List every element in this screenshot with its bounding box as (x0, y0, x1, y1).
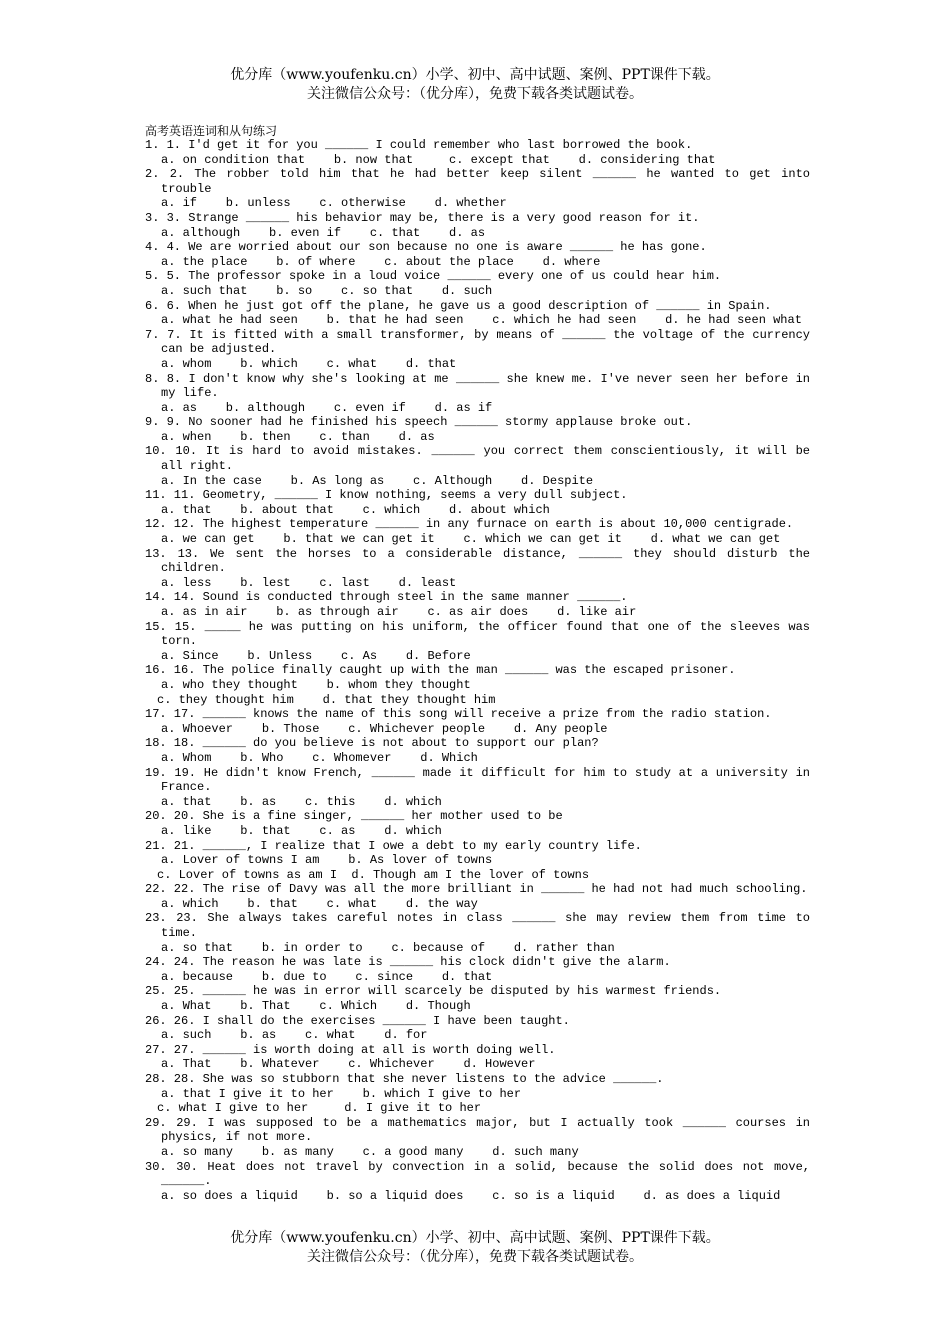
worksheet (145, 123, 810, 1203)
question-item (145, 415, 810, 444)
question-stem: 13. 13. We sent the horses to a considerable distance, ______ they should disturb the children. (145, 546, 810, 576)
answer-options: a. That b. Whatever c. Whichever d. However (161, 1057, 536, 1072)
question-item (145, 955, 810, 984)
question-item (145, 488, 810, 517)
answer-options: a. so that b. in order to c. because of d. rather than (161, 940, 615, 955)
answer-options: a. which b. that c. what d. the way (161, 896, 478, 911)
question-stem: 19. 19. He didn't know French, ______ made it difficult for him to study at a university in France. (145, 765, 810, 795)
question-item (145, 138, 810, 167)
answer-options: a. as b. although c. even if d. as if (161, 400, 493, 415)
answer-options: a. What b. That c. Which d. Though (161, 999, 471, 1014)
answer-options: a. In the case b. As long as c. Although d. Despite (161, 473, 594, 488)
question-stem: 1. 1. I'd get it for you ______ I could remember who last borrowed the book. (145, 138, 693, 152)
question-item (145, 1043, 810, 1072)
answer-options: a. the place b. of where c. about the place d. where (161, 254, 601, 269)
answer-options: a. whom b. which c. what d. that (161, 356, 457, 371)
answer-options: a. that b. as c. this d. which (161, 794, 442, 809)
answer-options: a. if b. unless c. otherwise d. whether (161, 196, 507, 211)
answer-options: a. because b. due to c. since d. that (161, 969, 493, 984)
question-stem: 15. 15. _____ he was putting on his uniform, the officer found that one of the sleeves was torn. (145, 619, 810, 649)
question-item (145, 328, 810, 372)
question-stem: 23. 23. She always takes careful notes in class ______ she may review them from time to time. (145, 911, 810, 941)
question-stem: 5. 5. The professor spoke in a loud voice ______ every one of us could hear him. (145, 269, 722, 284)
question-item (145, 1072, 810, 1116)
question-item (145, 882, 810, 911)
question-item (145, 444, 810, 488)
question-item (145, 984, 810, 1013)
answer-options: a. such that b. so c. so that d. such (161, 283, 493, 298)
question-item (145, 766, 810, 810)
answer-options: a. like b. that c. as d. which (161, 823, 442, 838)
question-stem: 6. 6. When he just got off the plane, he gave us a good description of ______ in Spain. (145, 298, 772, 313)
question-item (145, 517, 810, 546)
question-item (145, 590, 810, 619)
question-stem: 28. 28. She was so stubborn that she never listens to the advice ______. (145, 1072, 664, 1086)
question-stem: 18. 18. ______ do you believe is not about to support our plan? (145, 736, 599, 751)
question-stem: 3. 3. Strange ______ his behavior may be, there is a very good reason for it. (145, 210, 700, 225)
answer-options: c. Lover of towns as am I d. Though am I the lover of towns (157, 867, 590, 882)
question-item (145, 211, 810, 240)
answer-options: a. so many b. as many c. a good many d. such many (161, 1144, 579, 1159)
answer-options: a. such b. as c. what d. for (161, 1028, 428, 1043)
header-line-2: 关注微信公众号：（优分库），免费下载各类试题试卷。 (307, 86, 643, 102)
question-item (145, 839, 810, 883)
question-stem: 11. 11. Geometry, ______ I know nothing, seems a very dull subject. (145, 488, 628, 503)
question-list (145, 138, 810, 1203)
question-item (145, 547, 810, 591)
answer-options: a. Lover of towns I am b. As lover of towns (161, 853, 493, 868)
question-item (145, 299, 810, 328)
question-item (145, 911, 810, 955)
question-stem: 24. 24. The reason he was late is ______ his clock didn't give the alarm. (145, 955, 671, 970)
question-stem: 26. 26. I shall do the exercises ______ I have been taught. (145, 1013, 570, 1028)
answer-options: c. they thought him d. that they thought him (157, 692, 496, 707)
answer-options: a. Since b. Unless c. As d. Before (161, 648, 471, 663)
answer-options: a. less b. lest c. last d. least (161, 575, 457, 590)
footer-line-2: 关注微信公众号：（优分库），免费下载各类试题试卷。 (307, 1249, 643, 1265)
question-stem: 9. 9. No sooner had he finished his speech ______ stormy applause broke out. (145, 415, 693, 430)
answer-options: a. that I give it to her b. which I give to her (161, 1086, 522, 1101)
answer-options: a. that b. about that c. which d. about which (161, 502, 550, 517)
answer-options: a. Whom b. Who c. Whomever d. Which (161, 750, 478, 765)
page-footer (0, 1229, 950, 1267)
question-stem: 29. 29. I was supposed to be a mathematics major, but I actually took ______ courses in physics, if not more. (145, 1115, 810, 1145)
question-item (145, 707, 810, 736)
header-line-1: 优分库（www.youfenku.cn）小学、初中、高中试题、案例、PPT课件下载。 (230, 67, 720, 83)
page-header (0, 66, 950, 104)
question-stem: 7. 7. It is fitted with a small transformer, by means of ______ the voltage of the currency can be adjusted. (145, 327, 810, 357)
question-item (145, 1014, 810, 1043)
question-stem: 30. 30. Heat does not travel by convection in a solid, because the solid does not move, ______. (145, 1159, 810, 1189)
answer-options: a. although b. even if c. that d. as (161, 225, 486, 240)
question-stem: 14. 14. Sound is conducted through steel in the same manner ______. (145, 590, 628, 605)
question-item (145, 736, 810, 765)
answer-options: a. who they thought b. whom they thought (161, 677, 471, 692)
question-item (145, 809, 810, 838)
question-stem: 25. 25. ______ he was in error will scarcely be disputed by his warmest friends. (145, 984, 722, 999)
answer-options: c. what I give to her d. I give it to her (157, 1101, 482, 1116)
worksheet-title: 高考英语连词和从句练习 (145, 124, 278, 138)
question-item (145, 620, 810, 664)
question-stem: 4. 4. We are worried about our son because no one is aware ______ he has gone. (145, 240, 707, 255)
footer-line-1: 优分库（www.youfenku.cn）小学、初中、高中试题、案例、PPT课件下载。 (230, 1230, 720, 1246)
question-stem: 22. 22. The rise of Davy was all the more brilliant in ______ he had not had much schooling. (145, 882, 808, 897)
answer-options: a. so does a liquid b. so a liquid does c. so is a liquid d. as does a liquid (161, 1188, 781, 1203)
question-item (145, 240, 810, 269)
question-item (145, 167, 810, 211)
question-item (145, 372, 810, 416)
question-stem: 16. 16. The police finally caught up with the man ______ was the escaped prisoner. (145, 663, 736, 678)
question-stem: 12. 12. The highest temperature ______ in any furnace on earth is about 10,000 centigrade. (145, 517, 794, 532)
question-stem: 27. 27. ______ is worth doing at all is worth doing well. (145, 1042, 556, 1057)
question-stem: 8. 8. I don't know why she's looking at me ______ she knew me. I've never seen her before in my life. (145, 371, 810, 401)
answer-options: a. as in air b. as through air c. as air does d. like air (161, 605, 637, 619)
answer-options: a. we can get b. that we can get it c. which we can get it d. what we can get (161, 532, 781, 547)
question-stem: 17. 17. ______ knows the name of this song will receive a prize from the radio station. (145, 707, 772, 722)
answer-options: a. on condition that b. now that c. except that d. considering that (161, 152, 716, 167)
question-stem: 20. 20. She is a fine singer, ______ her mother used to be (145, 809, 563, 824)
answer-options: a. when b. then c. than d. as (161, 429, 435, 444)
answer-options: a. Whoever b. Those c. Whichever people d. Any people (161, 721, 608, 736)
question-stem: 10. 10. It is hard to avoid mistakes. ______ you correct them conscientiously, it will be all right. (145, 444, 810, 474)
answer-options: a. what he had seen b. that he had seen c. which he had seen d. he had seen what (161, 313, 802, 328)
question-item (145, 1160, 810, 1204)
question-stem: 2. 2. The robber told him that he had better keep silent ______ he wanted to get into trouble (145, 167, 810, 196)
question-item (145, 1116, 810, 1160)
question-item (145, 269, 810, 298)
question-item (145, 663, 810, 707)
question-stem: 21. 21. ______, I realize that I owe a debt to my early country life. (145, 838, 642, 853)
